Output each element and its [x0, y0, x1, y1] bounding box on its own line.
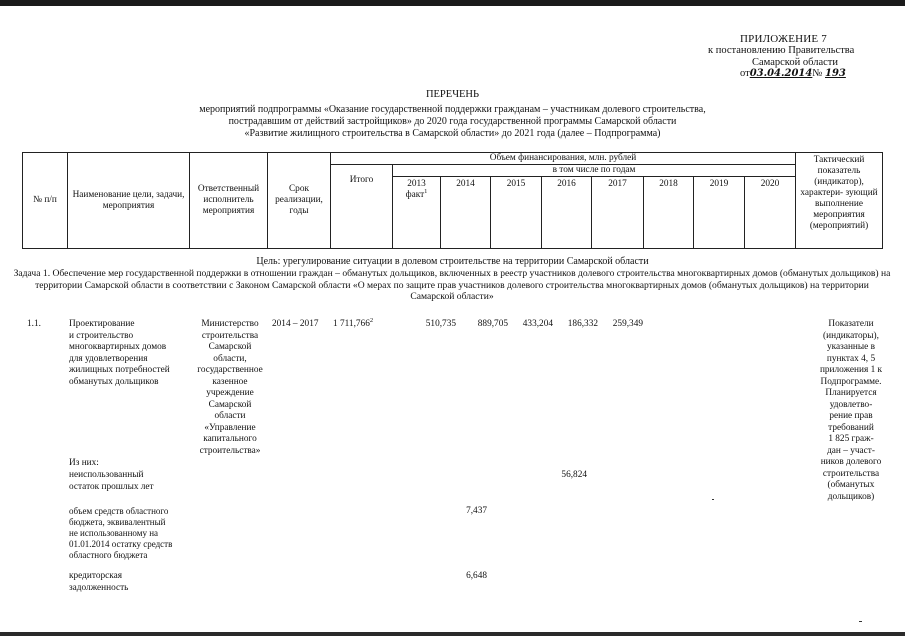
row-value-2016: 186,332 [567, 319, 598, 329]
document-subtitle-1: мероприятий подпрограммы «Оказание государственной поддержки гражданам – участникам долевого строительства, [199, 104, 706, 115]
header-num: № п/п [23, 153, 68, 249]
row-value-2017: 259,349 [612, 319, 643, 329]
header-year-2015: 2015 [491, 177, 542, 249]
header-executor: Ответственный исполнитель мероприятия [190, 153, 268, 249]
row-indicator: Показатели (индикаторы), указанные в пунктах 4, 5 приложения 1 к Подпрограмме. Планируется удовлетво- рение прав требований 1 825 граж- дан – участ- ников долевого строительства (обманутых дольщиков) [819, 319, 883, 502]
date-prefix: от [740, 68, 750, 79]
row-value-2014: 889,705 [477, 319, 508, 329]
header-indicator: Тактический показатель (индикатор), характери- зующий выполнение мероприятия (мероприятий) [796, 153, 883, 249]
header-by-years: в том числе по годам [393, 165, 796, 177]
year-2013-label: 2013 [407, 179, 426, 189]
number-prefix: № [812, 68, 823, 79]
unused-balance-label: неиспользованный остаток прошлых лет [69, 470, 154, 492]
appendix-line-decree: к постановлению Правительства [708, 45, 855, 56]
row-name: Проектирование и строительство многоквартирных домов для удовлетворения жилищных потребностей обманутых дольщиков [69, 319, 170, 387]
row-value-2015: 433,204 [522, 319, 553, 329]
header-financing: Объем финансирования, млн. рублей [331, 153, 796, 165]
date-handwritten: 03.04.2014 [749, 68, 813, 79]
row-number: 1.1. [27, 319, 41, 329]
regional-budget-value-2014: 7,437 [466, 506, 487, 516]
credit-debt-value-2014: 6,648 [466, 571, 487, 581]
scan-speck [859, 621, 862, 622]
header-total: Итого [331, 165, 393, 249]
of-which-label: Из них: [69, 458, 99, 468]
year-2013-fact: факт$^1$ [405, 187, 428, 200]
regional-budget-label: объем средств областного бюджета, эквивалентный не использованному на 01.01.2014 остатку средств областного бюджета [69, 506, 173, 560]
header-year-2020: 2020 [745, 177, 796, 249]
document-title: ПЕРЕЧЕНЬ [425, 89, 480, 100]
header-year-2014: 2014 [441, 177, 491, 249]
goal-text: Цель: урегулирование ситуации в долевом строительстве на территории Самарской области [256, 256, 649, 267]
row-executor: Министерство строительства Самарской области, государственное казенное учреждение Самарской области «Управление капитального строительства» [197, 319, 263, 456]
header-name: Наименование цели, задачи, мероприятия [68, 153, 190, 249]
scan-speck [712, 499, 714, 500]
appendix-line-region: Самарской области [752, 57, 838, 68]
document-subtitle-2: пострадавшим от действий застройщиков» до 2020 года государственной программы Самарской области [228, 116, 677, 127]
document-subtitle-3: «Развитие жилищного строительства в Самарской области» до 2021 года (далее – Подпрограмма) [244, 128, 661, 139]
row-term: 2014 – 2017 [272, 319, 319, 329]
scan-top-border [0, 0, 905, 6]
unused-balance-value-2016: 56,824 [561, 470, 587, 480]
header-year-2016: 2016 [542, 177, 592, 249]
financing-header-table [22, 152, 883, 249]
header-term: Срок реализации, годы [268, 153, 331, 249]
number-handwritten: 193 [825, 68, 846, 79]
header-year-2018: 2018 [644, 177, 694, 249]
header-year-2019: 2019 [694, 177, 745, 249]
scan-bottom-border [0, 632, 905, 636]
row-total: 1 711,766$^2$ [333, 316, 374, 329]
task-text: Задача 1. Обеспечение мер государственной поддержки в отношении граждан – обманутых дольщиков, включенных в реестр участников долевого строительства многоквартирных домов (обманутых дольщиков) на территории Самарской области в соответствии с Законом Самарской области «О мерах по защите прав участников долевого строительства многоквартирных домов (обманутых дольщиков) на территории Самарской области» [13, 268, 891, 302]
appendix-date-line [740, 68, 846, 81]
row-value-2013: 510,735 [425, 319, 456, 329]
header-year-2017: 2017 [592, 177, 644, 249]
header-year-2013 [393, 177, 441, 249]
appendix-title: ПРИЛОЖЕНИЕ 7 [740, 33, 827, 45]
credit-debt-label: кредиторская задолженность [69, 571, 129, 593]
